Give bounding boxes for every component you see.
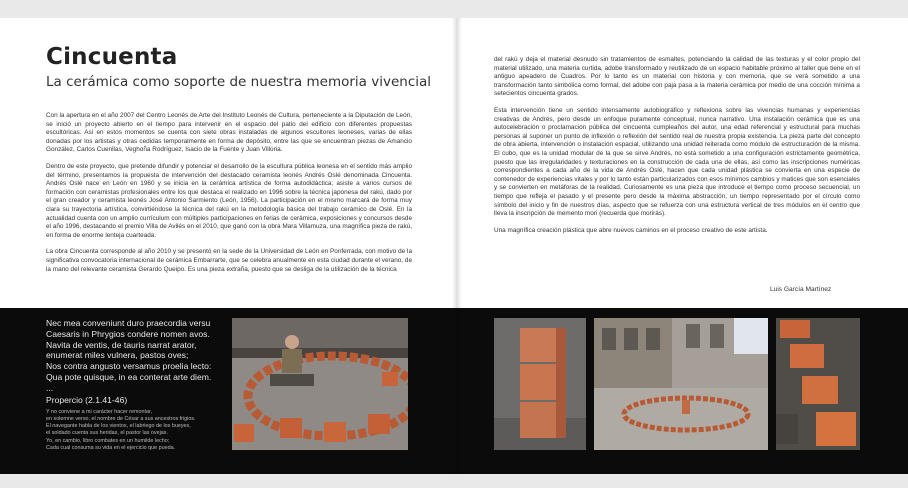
paragraph: Una magnífica creación plástica que abre nuevos caminos en el proceso creativo de este artista.: [494, 226, 768, 234]
poem-line: Nec mea conveniunt duro praecordia versu: [46, 318, 211, 328]
poem-block: [46, 318, 224, 452]
poem-citation: Propercio (2.1.41-46): [46, 394, 128, 405]
left-text-column: [46, 112, 412, 282]
book-gutter: [452, 18, 462, 474]
paragraph: La obra Cincuenta corresponde al año 2010 y se presentó en la sede de la Universidad de León en Ponferrada, con motivo de la significativa convocatoria internacional de cerámica Embarrarte, que se celebra anualmente en esta ciudad durante el verano, de la mano del relevante ceramista Gerardo Queipo. Es una pieza extraña, puesto que se desliga de la utilización de la técnica: [46, 248, 412, 273]
translation-line: El navegante habla de los vientos, el labriego de los bueyes,: [46, 423, 191, 430]
poem-line: ...: [46, 382, 54, 393]
translation-line: Y no conviene a mi carácter hacer remontar,: [46, 408, 152, 415]
paragraph: Con la apertura en el año 2007 del Centro Leonés de Arte del Instituto Leonés de Cultura, perteneciente a la Diputación de León, se inició un proyecto abierto en el tiempo para intervenir en el espacio del patio del edificio con diferentes propuestas escultóricas. Así en estos momentos se cuenta con siete obras instaladas de algunos escultores leoneses, varias de ellas donadas por los artistas y otras cedidas temporalmente en forma de depósito, entre las que se encuentran piezas de Amancio González, Carlos Cuenllas, Veghoña Rodríguez, Isacio de la Fuente y Juan Villoria.: [46, 112, 412, 154]
poem-line: Navita de ventis, de tauris narrat arator,: [46, 339, 197, 350]
poem-line: enumerat miles vulnera, pastos oves;: [46, 350, 189, 361]
translation-line: en solemne verso, el nombre de César a sus ancestros frigios.: [46, 415, 196, 422]
right-text-column: [494, 56, 860, 243]
poem-line: Nos contra angusto versamus proelia lecto:: [46, 361, 212, 372]
paragraph: Dentro de este proyecto, que pretende difundir y potenciar el desarrollo de la escultura pública leonesa en el sentido más amplio del término, presentamos la propuesta de intervención del destacado ceramista leonés Andrés Oslé denominada Cincuenta. Andrés Oslé nace en León en 1960 y se inicia en la cerámica artística de forma autodidáctica; asiste a varios cursos de formación con ceramistas profesionales entre los que destaca el realizado en 1996 sobre la técnica japonesa del rakú, dado por el gran creador y ceramista leonés José Antonio Sarmiento (León, 1956). La participación en el mismo marcará de forma muy clara su trayectoria artística, convirtiéndose la técnica del rakú en la metodología básica del trabajo cerámico de Oslé. En la actualidad cuenta con un amplio currículum con múltiples participaciones en ferias de cerámica, exposiciones y concursos desde el año 1996, destacando el premio Villa de Avilés en el 2010, que ganó con la obra Mara Villamuza, una magnífica pieza de rakú, en forma de enorme lenteja cuarteada.: [46, 162, 412, 239]
poem-translation: [46, 409, 224, 453]
photo-artist-with-cube-circle: [232, 318, 408, 450]
photo-stacked-cubes: [494, 318, 586, 450]
translation-line: Yo, en cambio, libro combates en un humilde lecho;: [46, 437, 170, 444]
author-signature: Luis García Martínez: [770, 286, 832, 293]
photo-courtyard-installation: [594, 318, 768, 450]
poem-line: Caesaris in Phrygios condere nomen avos.: [46, 328, 210, 339]
translation-line: Cada cual consuma su vida en el ejercicio que pueda.: [46, 445, 176, 452]
article-title: Cincuenta: [46, 44, 178, 70]
photo-cubes-closeup: [776, 318, 860, 450]
paragraph: del rakú y deja el material desnudo sin tratamientos de esmaltes, potenciando la calidad de las texturas y el color propio del material utilizado, una materia curtida, adobe transformado y reutilizado de un espacio habitable próximo al taller que tiene en el antiguo apeadero de Cuadros. Por lo tanto es un material con historia y con memoria, que se verá sometido a una transformación tanto simbólica como formal, del adobe con paja pasa a la materia cerámica por medio de una cocción mínima a setecientos cincuenta grados.: [494, 56, 860, 98]
article-subtitle: La cerámica como soporte de nuestra memoria vivencial: [46, 74, 432, 90]
poem-latin: [46, 318, 224, 394]
translation-line: el soldado cuenta sus heridas, el pastor las ovejas.: [46, 430, 168, 437]
poem-line: Qua pote quisque, in ea conterat arte diem.: [46, 371, 212, 382]
paragraph: Esta intervención tiene un sentido intensamente autobiográfico y reflexiona sobre las vivencias humanas y experiencias creativas de Andrés, pero desde un enfoque puramente conceptual, nunca narrativo. Una instalación cerámica que es una autocelebración o proclamación pública del cincuenta cumpleaños del autor, una edad referencial y estructural para muchas personas al suponer un punto de inflexión o reflexión del sentido real de nuestra propia existencia. La pieza parte del concepto de obra abierta, intervención o instalación espacial, utilizando una unidad reiterada como módulo de estructuración de la misma. El cubo, que es la unidad modular de la que se sirve Andrés, no está sometido a una configuración estrictamente geométrica, puesto que las irregularidades y texturaciones en la construcción de cada una de ellas, así como las inscripciones numéricas correspondientes a cada año de la vida de Andrés Oslé, hacen que cada unidad plástica se convierta en una especie de contenedor de experiencias vitales y por lo tanto están particularizados con esos mínimos cambios y matices que son esenciales y se convierten en metáforas de la realidad. Curiosamente es una pieza que introduce el tiempo como proceso secuencial, un tiempo que refleja el pasado y el presente pero desde la máxima abstracción, un tiempo representado por el círculo como símbolo del inicio y fin de nuestros días, aspecto que se refuerza con una estructura vertical de tres módulos en el centro que lleva la inscripción de memento mori (recuerda que morirás).: [494, 106, 860, 218]
